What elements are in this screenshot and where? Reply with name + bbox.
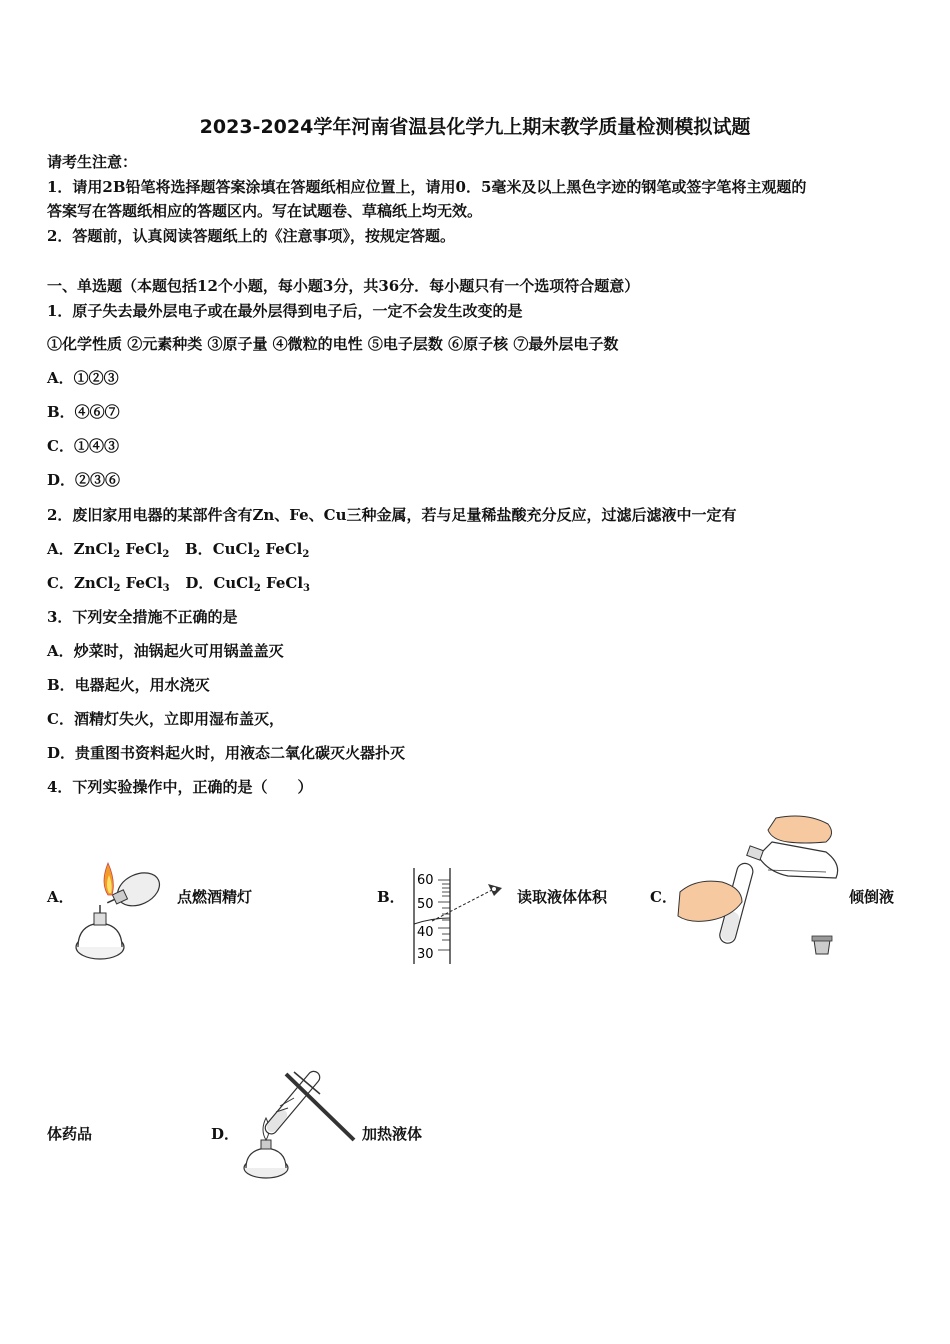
q1-option-d: D．②③⑥ — [47, 471, 121, 489]
q2-d-formula-1: CuCl$_2$ — [213, 574, 261, 594]
q4-d-text: 加热液体 — [362, 1125, 423, 1143]
notice-heading: 请考生注意： — [47, 153, 138, 171]
notice-line-1b: 答案写在答题纸相应的答题区内。写在试题卷、草稿纸上均无效。 — [47, 202, 483, 220]
lighting-alcohol-lamp-illustration — [70, 855, 170, 965]
q1-items: ①化学性质 ②元素种类 ③原子量 ④微粒的电性 ⑤电子层数 ⑥原子核 ⑦最外层电子数 — [47, 335, 619, 353]
q1-option-a: A．①②③ — [47, 369, 119, 387]
q3-option-c: C．酒精灯失火，立即用湿布盖灭， — [47, 710, 284, 728]
q2-b-formula-2: FeCl$_2$ — [265, 540, 310, 560]
cylinder-tick-50: 50 — [417, 897, 434, 912]
page-title: 2023-2024学年河南省温县化学九上期末教学质量检测模拟试题 — [199, 116, 751, 138]
q4-c-text-continued: 体药品 — [47, 1125, 93, 1143]
section-heading: 一、单选题（本题包括12个小题，每小题3分，共36分．每小题只有一个选项符合题意） — [47, 277, 640, 295]
q2-a-label: A． — [47, 540, 74, 558]
notice-line-1a: 1．请用2B铅笔将选择题答案涂填在答题纸相应位置上，请用0．5毫米及以上黑色字迹的钢笔或签字笔将主观题的 — [47, 178, 807, 196]
q4-d-label: D． — [211, 1125, 240, 1143]
heating-liquid-illustration — [238, 1068, 358, 1184]
q1-option-c: C．①④③ — [47, 437, 119, 455]
q3-option-b: B．电器起火，用水浇灭 — [47, 676, 210, 694]
q2-b-formula-1: CuCl$_2$ — [212, 540, 261, 560]
q2-a-formula-2: FeCl$_2$ — [125, 540, 170, 560]
cylinder-tick-40: 40 — [417, 925, 434, 940]
q2-c-formula-2: FeCl$_3$ — [125, 574, 170, 594]
q2-options-ab — [47, 539, 309, 565]
q2-d-label: D． — [185, 574, 214, 592]
q2-stem: 2．废旧家用电器的某部件含有Zn、Fe、Cu三种金属，若与足量稀盐酸充分反应，过滤后滤液中一定有 — [47, 506, 737, 524]
q2-options-cd — [47, 573, 310, 599]
q4-stem: 4．下列实验操作中，正确的是（ ） — [47, 778, 313, 796]
q3-stem: 3．下列安全措施不正确的是 — [47, 608, 238, 626]
notice-line-2: 2．答题前，认真阅读答题纸上的《注意事项》，按规定答题。 — [47, 227, 455, 245]
cylinder-tick-60: 60 — [417, 873, 434, 888]
q4-c-label: C． — [650, 888, 677, 906]
graduated-cylinder-illustration — [408, 866, 513, 966]
q4-a-label: A． — [47, 888, 74, 906]
q3-option-a: A．炒菜时，油锅起火可用锅盖盖灭 — [47, 642, 284, 660]
q1-option-b: B．④⑥⑦ — [47, 403, 120, 421]
q4-c-text: 倾倒液 — [849, 888, 895, 906]
q2-c-formula-1: ZnCl$_2$ — [73, 574, 121, 594]
q4-b-text: 读取液体体积 — [517, 888, 608, 906]
q3-option-d: D．贵重图书资料起火时，用液态二氧化碳灭火器扑灭 — [47, 744, 406, 762]
pouring-liquid-illustration — [676, 812, 844, 960]
q2-b-label: B． — [185, 540, 213, 558]
q1-stem: 1．原子失去最外层电子或在最外层得到电子后，一定不会发生改变的是 — [47, 302, 523, 320]
cylinder-tick-30: 30 — [417, 947, 434, 962]
q4-a-text: 点燃酒精灯 — [177, 888, 253, 906]
q2-c-label: C． — [47, 574, 74, 592]
q2-d-formula-2: FeCl$_3$ — [266, 574, 310, 594]
q2-a-formula-1: ZnCl$_2$ — [73, 540, 121, 560]
q4-b-label: B． — [377, 888, 405, 906]
